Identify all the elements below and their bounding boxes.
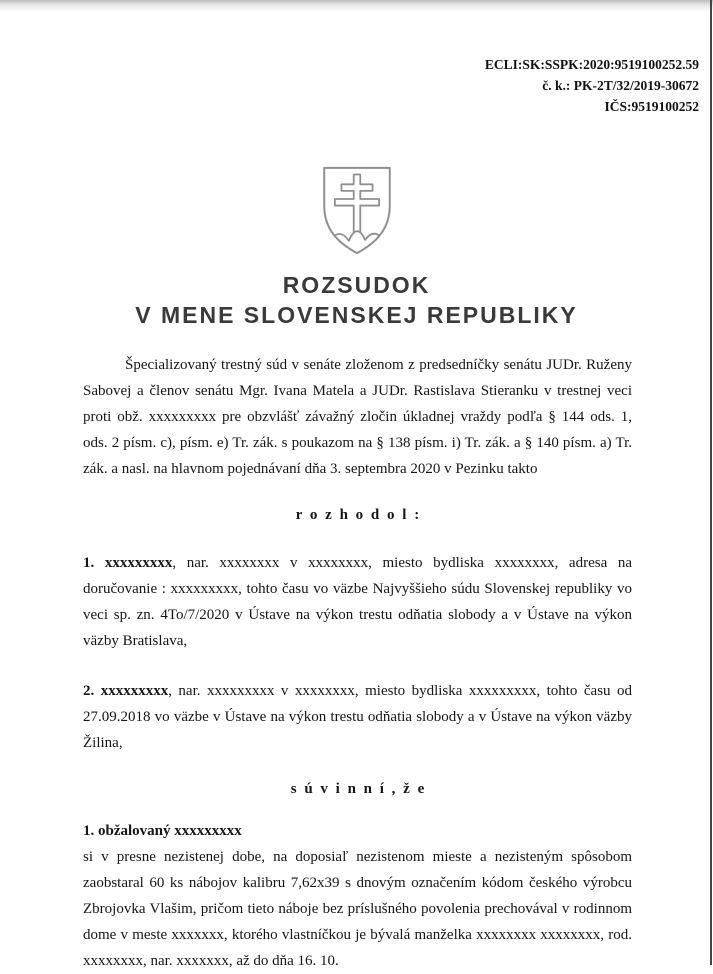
slovak-coat-of-arms-icon xyxy=(0,163,713,258)
defendant-1-number: 1. xxxxxxxxx xyxy=(83,555,173,571)
ics-number: IČS:9519100252 xyxy=(604,99,699,114)
title-line-2: V MENE SLOVENSKEJ REPUBLIKY xyxy=(135,302,578,328)
intro-paragraph: Špecializovaný trestný súd v senáte zloženom z predsedníčky senátu JUDr. Ruženy Sabovej a členov senátu Mgr. Ivana Matela a JUDr. Rastislava Stieranku v trestnej veci proti obž. xxxxxxxxx pre obzvlášť závažný zločin úkladnej vraždy podľa § 144 ods. 1, ods. 2 písm. c), písm. e) Tr. zák. s poukazom na § 138 písm. i) Tr. zák. a § 140 písm. a) Tr. zák. a nasl. na hlavnom pojednávaní dňa 3. septembra 2020 v Pezinku takto xyxy=(83,357,632,477)
top-shadow-gradient xyxy=(0,0,713,12)
decision-heading: r o z h o d o l : xyxy=(295,507,420,523)
ecli-number: ECLI:SK:SSPK:2020:9519100252.59 xyxy=(484,57,699,72)
guilty-heading: s ú v i n n í , ž e xyxy=(290,781,425,797)
defendant-1-details: , nar. xxxxxxxx v xxxxxxxx, miesto bydliska xxxxxxxx, adresa na doručovanie : xxxxxxxxx, tohto času vo väzbe Najvyššieho súdu Slovenskej republiky vo veci sp. zn. 4To/7/2020 v Ústave na výkon trestu odňatia slobody a v Ústave na výkon väzby Bratislava, xyxy=(83,555,633,649)
case-number: č. k.: PK-2T/32/2019-30672 xyxy=(542,78,699,93)
document-body xyxy=(83,352,632,974)
charge-1-heading: 1. obžalovaný xxxxxxxxx xyxy=(83,823,242,839)
document-header xyxy=(0,0,713,117)
defendant-2-paragraph xyxy=(83,678,632,756)
document-title xyxy=(0,270,713,330)
page-right-border xyxy=(710,0,712,965)
defendant-2-number: 2. xxxxxxxxx xyxy=(83,683,169,699)
defendant-1-paragraph xyxy=(83,550,632,654)
charge-1-paragraph: si v presne nezistenej dobe, na doposiaľ nezistenom mieste a nezisteným spôsobom zaobstaral 60 ks nábojov kalibru 7,62x39 s dnovým označením kódom českého výrobcu Zbrojovka Vlašim, pričom tieto náboje bez príslušného povolenia prechovával v rodinnom dome v meste xxxxxxx, ktorého vlastníčkou je bývalá manželka xxxxxxxx xxxxxxxx, rod. xxxxxxxx, nar. xxxxxxx, až do dňa 16. 10. xyxy=(83,849,632,969)
title-line-1: ROZSUDOK xyxy=(282,272,431,298)
defendant-2-details: , nar. xxxxxxxxx v xxxxxxxx, miesto bydliska xxxxxxxxx, tohto času od 27.09.2018 vo väzbe v Ústave na výkon trestu odňatia slobody a v Ústave na výkon väzby Žilina, xyxy=(83,683,633,751)
